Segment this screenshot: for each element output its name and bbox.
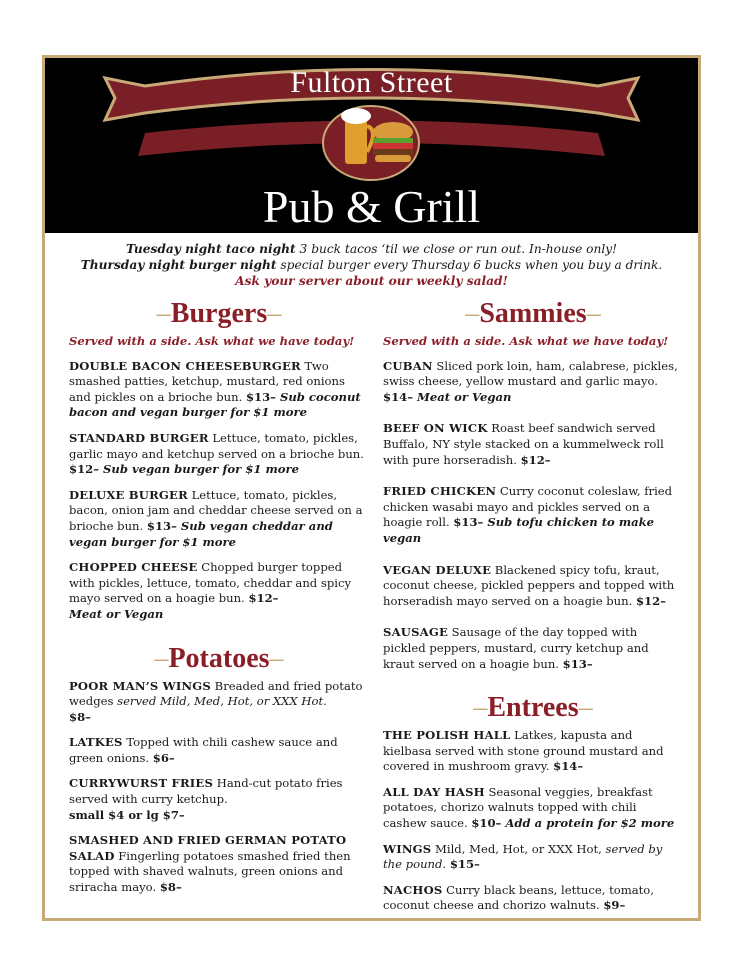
menu-item: BEEF ON WICK Roast beef sandwich served Buffalo, NY style stacked on a kummelweck roll with pure horseradish. $12– bbox=[383, 421, 664, 467]
right-column bbox=[383, 298, 683, 924]
menu-item: DOUBLE BACON CHEESEBURGER Two smashed patties, ketchup, mustard, red onions and pickles on a brioche bun. $13– Sub coconut bacon and vegan burger for $1 more bbox=[69, 358, 361, 420]
left-column bbox=[69, 298, 369, 906]
promotions bbox=[45, 241, 698, 289]
menu-item: DELUXE BURGER Lettuce, tomato, pickles, bacon, onion jam and cheddar cheese served on a brioche bun. $13– Sub vegan cheddar and vegan burger for $1 more bbox=[69, 487, 363, 549]
menu-frame bbox=[42, 55, 701, 921]
header-banner bbox=[45, 58, 698, 233]
menu-item: LATKES Topped with chili cashew sauce and green onions. $6– bbox=[69, 735, 338, 765]
section-title-sammies: –Sammies– bbox=[465, 298, 601, 329]
section-title-entrees: –Entrees– bbox=[473, 692, 593, 724]
burgers-subtitle: Served with a side. Ask what we have today! bbox=[69, 334, 355, 348]
promo-taco: Tuesday night taco night 3 buck tacos ‘til we close or run out. In-house only! bbox=[125, 242, 618, 256]
section-title-burgers: –Burgers– bbox=[156, 298, 282, 329]
promo-burger: Thursday night burger night special burger every Thursday 6 bucks when you buy a drink. bbox=[80, 258, 663, 272]
menu-item: STANDARD BURGER Lettuce, tomato, pickles, garlic mayo and ketchup served on a brioche bun. $12– Sub vegan burger for $1 more bbox=[69, 430, 364, 477]
menu-item: SAUSAGE Sausage of the day topped with pickled peppers, mustard, curry ketchup and kraut served on a hoagie bun. $13– bbox=[383, 625, 649, 671]
menu-item: FRIED CHICKEN Curry coconut coleslaw, fried chicken wasabi mayo and pickles served on a hoagie roll. $13– Sub tofu chicken to make vegan bbox=[383, 484, 673, 545]
sammies-subtitle: Served with a side. Ask what we have today! bbox=[383, 334, 669, 348]
menu-item: CURRYWURST FRIES Hand-cut potato fries served with curry ketchup. small $4 or lg $7– bbox=[69, 776, 343, 822]
menu-item: WINGS Mild, Med, Hot, or XXX Hot, served by the pound. $15– bbox=[383, 841, 663, 872]
menu-item: CUBAN Sliced pork loin, ham, calabrese, pickles, swiss cheese, yellow mustard and garlic mayo. $14– Meat or Vegan bbox=[383, 358, 678, 404]
menu-item: ALL DAY HASH Seasonal veggies, breakfast potatoes, chorizo walnuts topped with chili cashew sauce. $10– Add a protein for $2 more bbox=[383, 784, 675, 831]
menu-item: NACHOS Curry black beans, lettuce, tomato, coconut cheese and chorizo walnuts. $9– bbox=[383, 882, 654, 913]
brand-name-bottom: Pub & Grill bbox=[262, 181, 481, 232]
menu-item: CHOPPED CHEESE Chopped burger topped with pickles, lettuce, tomato, cheddar and spicy mayo served on a hoagie bun. $12– Meat or Vegan bbox=[69, 560, 352, 621]
menu-item: VEGAN DELUXE Blackened spicy tofu, kraut, coconut cheese, pickled peppers and topped with horseradish mayo served on a hoagie bun. $12– bbox=[383, 562, 675, 608]
brand-name-top: Fulton Street bbox=[290, 66, 453, 99]
promo-salad: Ask your server about our weekly salad! bbox=[235, 274, 508, 288]
menu-item: THE POLISH HALL Latkes, kapusta and kielbasa served with stone ground mustard and covered in mushroom gravy. $14– bbox=[383, 728, 664, 774]
menu-item: POOR MAN’S WINGS Breaded and fried potato wedges served Mild, Med, Hot, or XXX Hot. $8– bbox=[69, 678, 363, 724]
section-title-potatoes: –Potatoes– bbox=[154, 642, 284, 674]
menu-item: SMASHED AND FRIED GERMAN POTATO SALAD Fingerling potatoes smashed fried then topped with shaved walnuts, green onions and sriracha mayo. $8– bbox=[69, 833, 351, 895]
